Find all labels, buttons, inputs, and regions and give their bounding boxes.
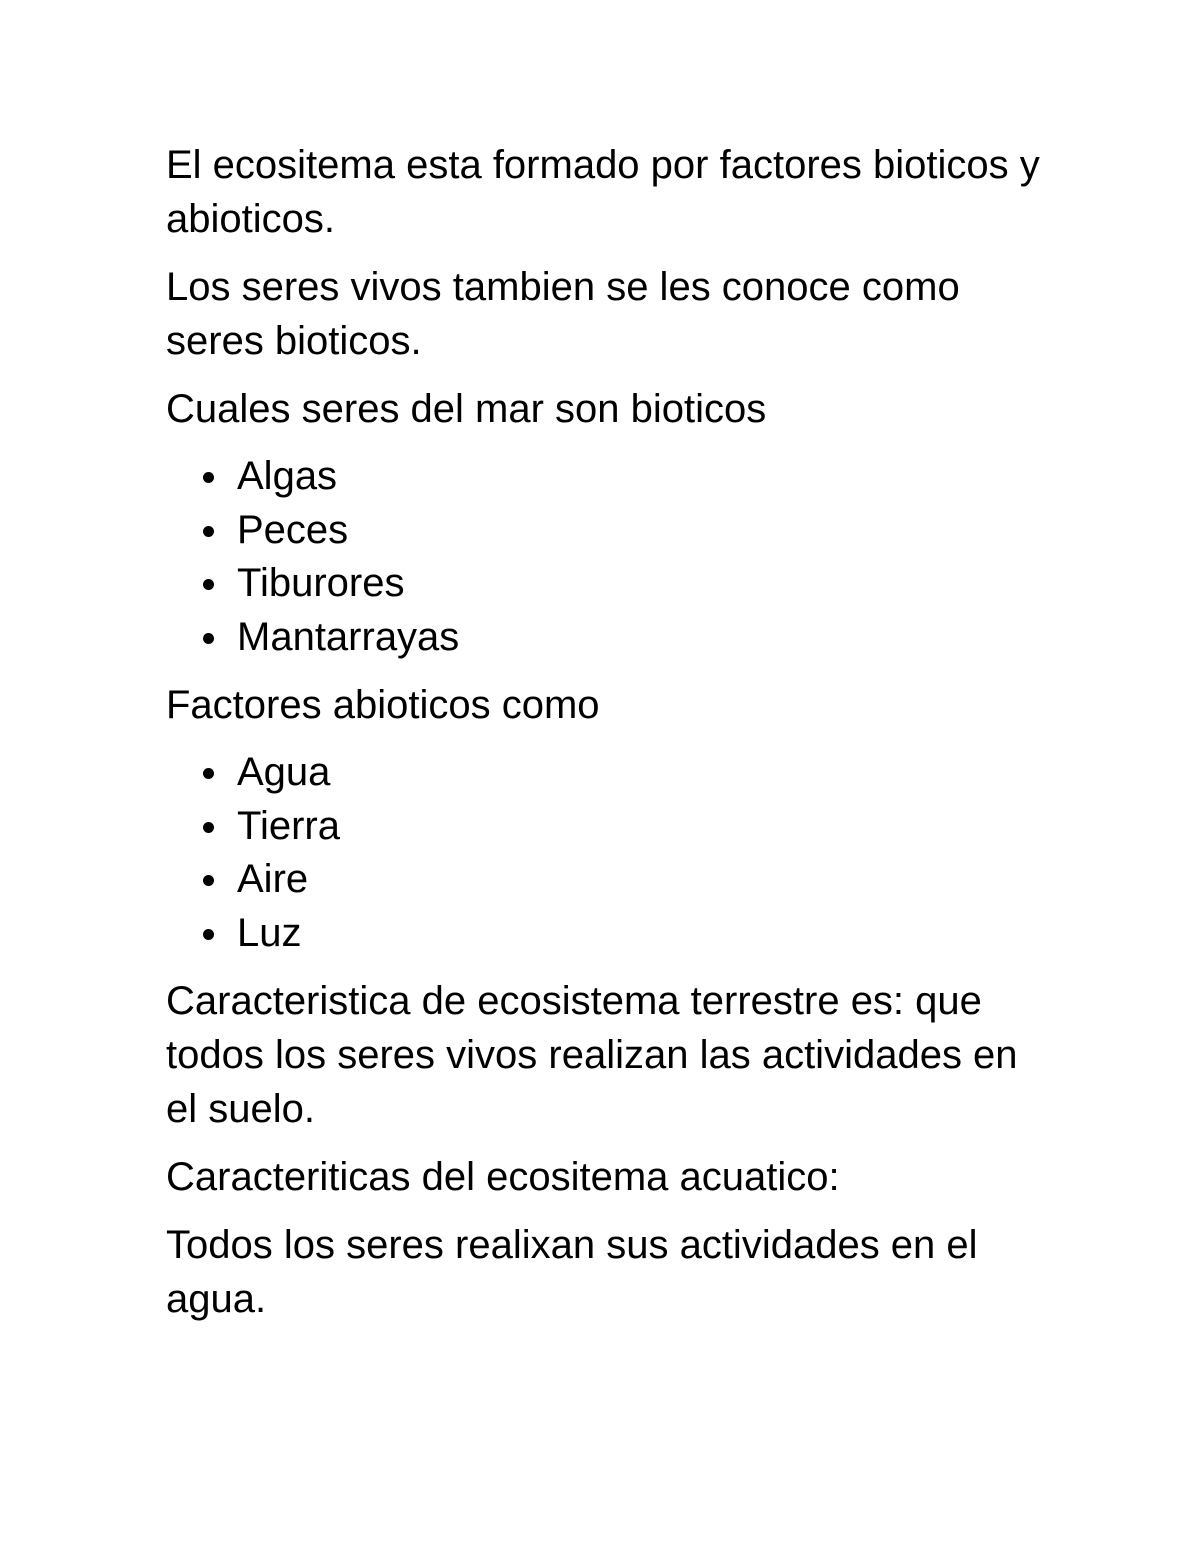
list-item [166, 907, 1046, 961]
list-item-text: Peces [237, 507, 349, 552]
document-page [166, 138, 1046, 1340]
list-item [166, 557, 1046, 611]
bullet-icon [203, 929, 214, 940]
list-item-text: Agua [237, 750, 331, 794]
bullet-icon [203, 822, 214, 833]
list-item-text: Tierra [237, 803, 340, 848]
biotic-list [166, 450, 1046, 664]
list-item [166, 800, 1046, 854]
bullet-icon [203, 579, 214, 590]
bullet-icon [203, 875, 214, 886]
list-item [166, 746, 1046, 800]
bullet-icon [203, 472, 214, 483]
list-item-text: Mantarrayas [237, 614, 460, 659]
paragraph-aquatic-heading: Caracteriticas del ecositema acuatico: [166, 1155, 840, 1199]
list-item-text: Aire [237, 857, 309, 901]
paragraph-living-beings: Los seres vivos tambien se les conoce como seres bioticos. [166, 265, 960, 363]
list-item [166, 611, 1046, 665]
list-item [166, 504, 1046, 558]
paragraph-terrestrial-characteristic: Caracteristica de ecosistema terrestre es: que todos los seres vivos realizan las actividades en el suelo. [166, 979, 1018, 1131]
bullet-icon [203, 768, 214, 779]
list-item-text: Tiburores [237, 561, 405, 605]
list-item-text: Algas [237, 454, 338, 498]
bullet-icon [203, 526, 214, 537]
list-item-text: Luz [237, 910, 302, 955]
bullet-icon [203, 633, 214, 644]
paragraph-sea-biotic-question: Cuales seres del mar son bioticos [166, 387, 767, 431]
paragraph-aquatic-characteristic: Todos los seres realixan sus actividades en el agua. [166, 1223, 978, 1321]
list-item [166, 450, 1046, 504]
list-item [166, 853, 1046, 907]
paragraph-ecosystem-definition: El ecositema esta formado por factores bioticos y abioticos. [166, 143, 1040, 241]
abiotic-list [166, 746, 1046, 960]
paragraph-abiotic-intro: Factores abioticos como [166, 683, 600, 727]
